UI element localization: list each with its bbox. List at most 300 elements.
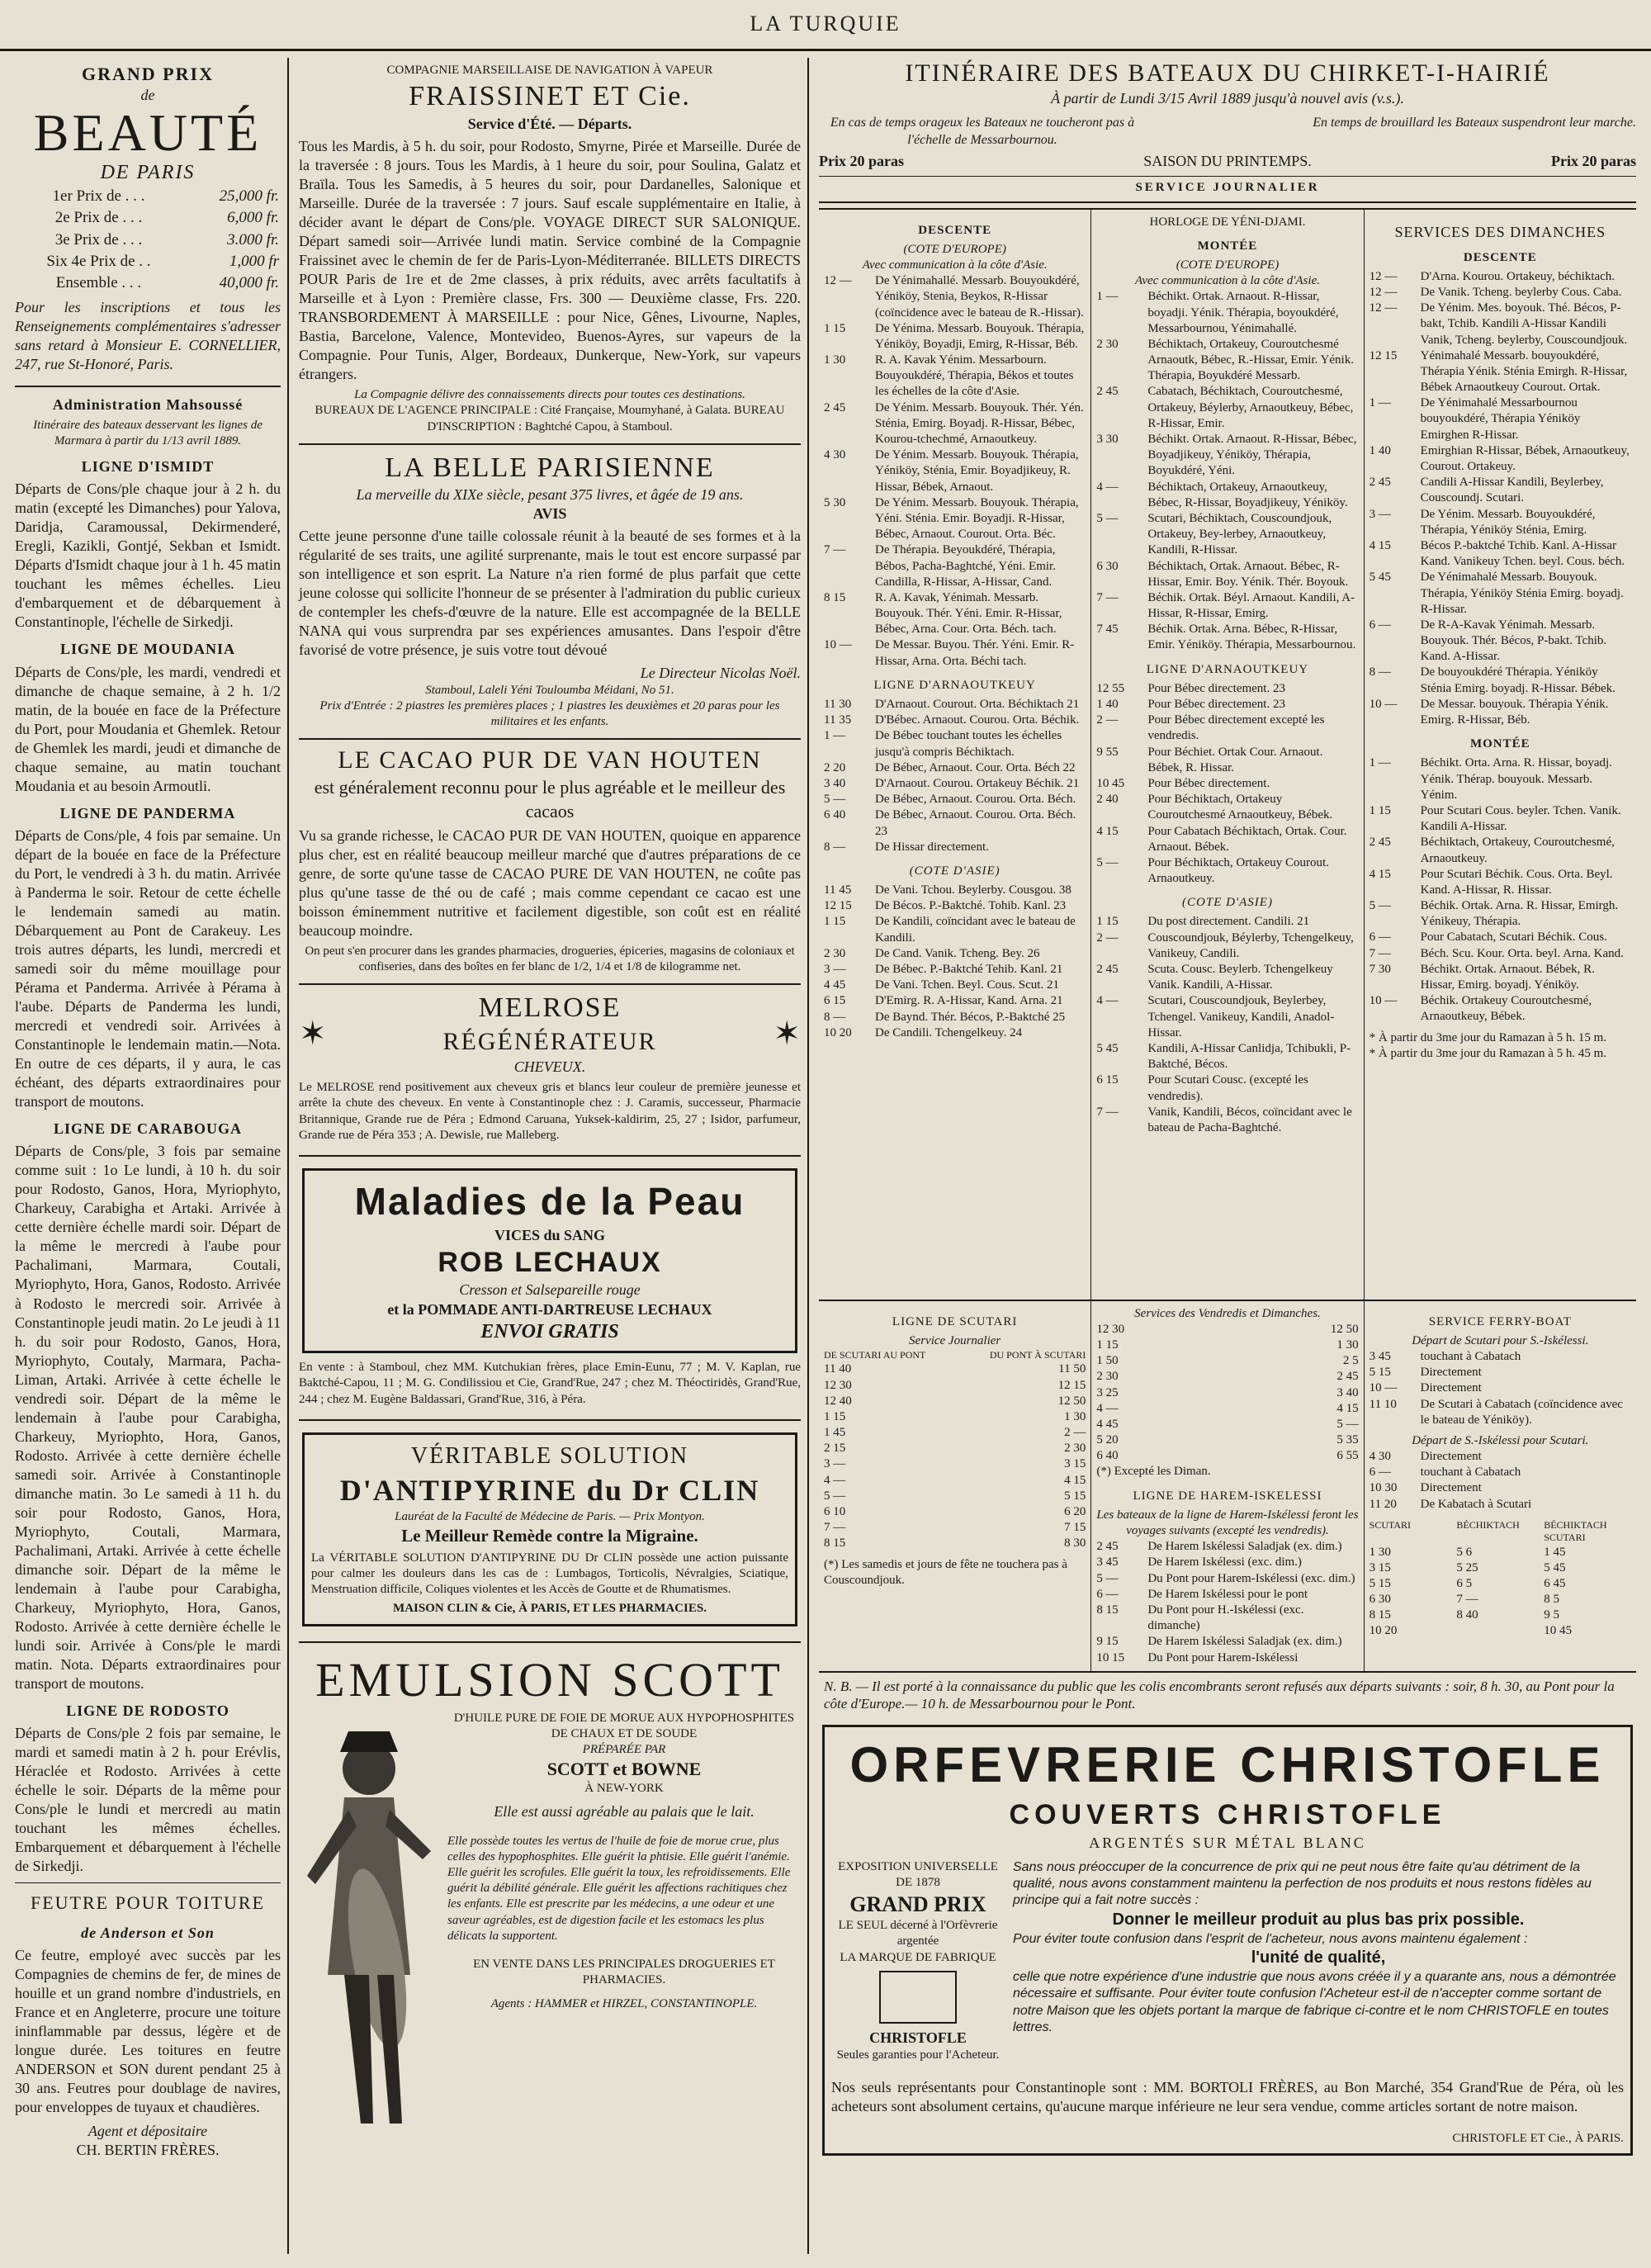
melrose-sub2: CHEVEUX.	[513, 1058, 586, 1076]
itinerary-note-right: En temps de brouillard les Bateaux suspendront leur marche.	[1313, 116, 1636, 130]
time-pair-row	[824, 1489, 1086, 1504]
fraissinet-text: Tous les Mardis, à 5 h. du soir, pour Rodosto, Smyrne, Pirée et Marseille. Durée de la traversée : 8 jours. Tous les Mardis, à 1 heure du soir, pour Soulina, Galatz et Braïla. Tous les Samedis, à 5 heures du soir, pour Dardanelles, Salonique et Marseille. Durée de la traversée : 7 jours. Sauf escale supplémentaire en Italie, à décider avant le départ de Cons/ple. VOYAGE DIRECT SUR SALONIQUE. Départ samedi soir—Arrivée lundi matin. Service combiné de la Compagnie Fraissinet avec le chemin de fer de Paris-Lyon-Méditerranée. BILLETS DIRECTS POUR Paris de 1re et de 2me classes, à prix réduits, avec arrêts facultatifs à Marseille et à Lyon : Première classe, Frs. 300 — Deuxième classe, Frs. 220. TRANSBORDEMENT À MARSEILLE : pour Nice, Gênes, Livourne, Naples, Bastia, Barcelone, Valence, Montevideo, Buenos-Ayres, sur vapeurs de la Compagnie. Pour Tunis, Alger, Bordeaux, Dunkerque, New-York, sur vapeurs étrangers.	[299, 137, 801, 383]
timetable-row	[1370, 946, 1631, 962]
timetable-time: 8 15	[824, 590, 846, 604]
timetable-row	[1370, 570, 1631, 618]
timetable-route: Béchikt. Ortak. Arnaout. R-Hissar, Bébec, Boyadjikeuy, Yéniköy, Thérapia, Boyukdéré, Yéni.	[1147, 433, 1357, 478]
secondary-timetables	[819, 1300, 1636, 1671]
timetable-row	[824, 993, 1086, 1009]
maladies-pommade: et la POMMADE ANTI-DARTREUSE LECHAUX	[387, 1300, 712, 1318]
timetable-row	[1096, 384, 1358, 432]
timetable-route: Pour Scutari Cousc. (excepté les vendredis).	[1147, 1073, 1308, 1103]
timetable-route: Couscoundjouk, Béylerby, Tchengelkeuy, Vanikeuy, Candili.	[1147, 930, 1354, 960]
timetable-row	[1096, 511, 1358, 559]
timetable-row	[1096, 962, 1358, 993]
timetable-route: Directement	[1420, 1481, 1482, 1495]
timetable-route: Pour Béchiktach, Ortakeuy Couroutchesmé Arnaoutkeuy, Bébek.	[1147, 793, 1333, 822]
parisienne-ad	[299, 445, 801, 740]
ferry-dep2: Départ de S.-Iskélessi pour Scutari.	[1412, 1433, 1589, 1447]
timetable-row	[824, 1010, 1086, 1025]
timetable-row	[1370, 835, 1631, 866]
timetable-time: 5 45	[1369, 571, 1391, 585]
timetable-time: 8 —	[824, 840, 846, 854]
christofle-unite: l'unité de qualité,	[1251, 1948, 1386, 1967]
cacao-text: Vu sa grande richesse, le CACAO PUR DE VAN HOUTEN, quoique en apparence plus cher, est en réalité beaucoup meilleur marché que d'autres préparations de ce genre, de sorte qu'une tasse de CACAO PURE DE VAN HOUTEN, ne coûte pas plus qu'une tasse de thé ou de café ; mais comme cependant ce cacao est une boisson éminemment nutritive et facilement digestible, son coût est en réalité beaucoup moindre.	[299, 826, 801, 939]
vendredis-title: Services des Vendredis et Dimanches.	[1134, 1306, 1321, 1320]
descente-note: Avec communication à la côte d'Asie.	[862, 258, 1048, 272]
timetable-route: Béchiktach, Ortakeuy, Arnaoutkeuy, Bébec, R-Hissar, Boyadjikeuy, Yéniköy.	[1147, 480, 1348, 509]
cacao-sub: est généralement reconnu pour le plus agréable et le meilleur des cacaos	[314, 777, 786, 821]
avis-heading: AVIS	[532, 505, 567, 523]
timetable-route: De Bébec, Arnaout. Courou. Orta. Béch. 23	[875, 808, 1076, 838]
timetable-time: 3 —	[1369, 507, 1391, 521]
timetable-route: De Yénim. Messarb. Bouyouk. Thérapia, Yéniköy, Sténia, Emir. Boyadjikeuy, R. Hissar, Bébek, Arnaout.	[875, 448, 1079, 494]
timetable-route: Pour Bébec directement. 23	[1147, 698, 1285, 712]
timetable-row	[1096, 713, 1358, 744]
timetable-time: 2 30	[1096, 337, 1119, 351]
timetable-row	[824, 447, 1086, 495]
fraissinet-service: Service d'Été. — Départs.	[467, 115, 632, 132]
time-departure: 6 40	[1096, 1449, 1119, 1463]
time-departure: 4 45	[1096, 1417, 1119, 1431]
ismidt-title: LIGNE D'ISMIDT	[81, 458, 215, 476]
timetable-route: Béchik. Ortak. Béyl. Arnaout. Kandili, A-Hissar, R-Hissar, Emirg.	[1147, 590, 1355, 621]
timetable-time: 9 55	[1096, 745, 1119, 759]
timetable-row	[1096, 1555, 1358, 1570]
timetable-row	[1370, 1449, 1631, 1465]
timetable-row	[824, 273, 1086, 321]
timetable-time: 10 30	[1369, 1481, 1398, 1495]
timetable-route: De Bébec, Arnaout. Cour. Orta. Béch 22	[875, 760, 1076, 774]
ferry-title: SERVICE FERRY-BOAT	[1428, 1314, 1572, 1328]
beaute-title: BEAUTÉ	[33, 103, 263, 163]
timetable-route: De Bébec. P.-Baktché Tehib. Kanl. 21	[875, 963, 1063, 977]
christofle-reps: Nos seuls représentants pour Constantinople sont : MM. BORTOLI FRÈRES, au Bon Marché, 354 Grand'Rue de Péra, où les acheteurs sont absolument certains, qu'aucune marque inférieure ne leur sera vendue, comme articles sortant de notre maison.	[831, 2078, 1624, 2114]
timetable-row	[824, 807, 1086, 839]
fraissinet-foot1: La Compagnie délivre des connaissements directs pour toutes ces destinations.	[354, 388, 745, 402]
timetable-row	[824, 400, 1086, 448]
timetable-route: Pour Cabatach Béchiktach, Ortak. Cour. Arnaout. Bébek.	[1147, 824, 1347, 854]
timetable-route: De Yénim. Messarb. Bouyouk. Thér. Yén. Sténia, Emirg. Boyadj. R-Hissar, Bébec, Kourou-tchechmé, Arnaoutkeuy.	[875, 400, 1084, 447]
asie2-title: (COTE D'ASIE)	[1182, 896, 1273, 910]
timetable-time: 10 —	[1369, 994, 1398, 1008]
prize-label: Six 4e Prix de . .	[46, 253, 151, 271]
feutre-sub: de Anderson et Son	[81, 1924, 215, 1941]
time-pair-row	[824, 1409, 1086, 1425]
ferry-dep1: Départ de Scutari pour S.-Iskélessi.	[1412, 1333, 1589, 1347]
timetable-time: 4 —	[1096, 480, 1119, 494]
antipyrine-name: D'ANTIPYRINE du Dr CLIN	[339, 1473, 760, 1507]
timetable-row	[824, 978, 1086, 993]
parisienne-sign: Le Directeur Nicolas Noël.	[640, 664, 801, 681]
timetable-time: 2 30	[824, 946, 846, 960]
montee-sub: (COTE D'EUROPE)	[1176, 258, 1280, 272]
timetable-time: 5 15	[1369, 1366, 1391, 1380]
timetable-row	[1096, 914, 1358, 930]
timetable-row	[1096, 590, 1358, 622]
prix-left: Prix 20 paras	[819, 153, 904, 170]
antipyrine-remedy: Le Meilleur Remède contre la Migraine.	[401, 1525, 698, 1546]
time-return: 6 20	[1064, 1505, 1086, 1518]
star-icon-right: ✶	[773, 1015, 801, 1053]
timetable-time: 4 45	[824, 978, 846, 992]
timetable-route: De Yénim. Messarb. Bouyoukdéré, Thérapia, Yéniköy Sténia, Emirg.	[1420, 507, 1596, 537]
christofle-sub2: ARGENTÉS SUR MÉTAL BLANC	[1089, 1834, 1366, 1851]
prize-label: 3e Prix de . . .	[54, 230, 143, 249]
timetable-row	[824, 590, 1086, 638]
timetable-time: 1 15	[824, 915, 846, 929]
christofle-prix: GRAND PRIX	[849, 1892, 986, 1916]
timetable-row	[1370, 269, 1631, 285]
timetable-time: 1 —	[824, 729, 846, 743]
timetable-time: 2 —	[1096, 713, 1119, 727]
timetable-time: 7 —	[1369, 946, 1391, 960]
scutari-title: LIGNE DE SCUTARI	[892, 1314, 1018, 1328]
timetable-route: Du post directement. Candili. 21	[1147, 915, 1310, 929]
panderma-title: LIGNE DE PANDERMA	[59, 804, 236, 821]
time-pair-row	[824, 1504, 1086, 1520]
timetable-route: D'Bébec. Arnaout. Courou. Orta. Béchik.	[875, 713, 1080, 727]
timetable-row	[1096, 824, 1358, 855]
timetable-route: De Yénimahallé. Messarb. Bouyoukdéré, Yéniköy, Stenia, Beykos, R-Hissar (coïncidence avec le bateau de R.-Hissar).	[875, 274, 1084, 320]
timetable-row	[824, 697, 1086, 713]
timetable-time: 10 45	[1096, 776, 1125, 790]
timetable-row	[1370, 395, 1631, 443]
timetable-time: 4 30	[824, 448, 846, 462]
ferry-grid-cell: 6 30	[1369, 1593, 1391, 1607]
time-return: 2 —	[1064, 1426, 1086, 1440]
timetable-row	[1096, 1587, 1358, 1603]
vendredis-note: (*) Excepté les Diman.	[1096, 1465, 1211, 1479]
ferry-grid-header: BÉCHIKTACH SCUTARI	[1544, 1518, 1607, 1544]
timetable-time: 1 15	[1096, 915, 1119, 929]
timetable-row	[824, 962, 1086, 978]
timetable-route: Béchiktach, Ortakeuy, Couroutchesmé Arnaoutk, Bébec, R.-Hissar, Emir. Yénik. Thérapia, Boyukdéré Messarb.	[1147, 337, 1354, 383]
timetable-time: 6 15	[824, 994, 846, 1008]
admin-intro: Itinéraire des bateaux desservant les lignes de Marmara à partir du 1/13 avril 1889.	[33, 418, 263, 447]
timetable-row	[1096, 776, 1358, 792]
timetable-row	[1370, 755, 1631, 803]
ferry-grid-cell: 1 45	[1544, 1545, 1566, 1559]
timetable-time: 6 —	[1369, 930, 1391, 945]
timetable-route: Scuta. Cousc. Beylerb. Tchengelkeuy Vanik. Kandili, A-Hissar.	[1147, 963, 1333, 992]
timetable-route: Kandili, A-Hissar Canlidja, Tchibukli, P-Baktché, Bécos.	[1147, 1041, 1351, 1072]
time-departure: 12 30	[824, 1378, 852, 1392]
column-right	[812, 58, 1643, 2254]
ferry-grid-cell: 6 5	[1456, 1576, 1473, 1590]
timetable-row	[1370, 930, 1631, 945]
dimanches-column	[1365, 210, 1636, 1300]
timetable-row	[1096, 1571, 1358, 1587]
timetable-row	[1370, 697, 1631, 728]
timetable-time: 2 40	[1096, 793, 1119, 807]
prize-text: Pour les inscriptions et tous les Renseignements complémentaires s'adresser sans retard à Monsieur E. CORNELLIER, 247, rue St-Honoré, Paris.	[15, 298, 281, 372]
prize-row	[15, 230, 281, 251]
timetable-time: 2 45	[1096, 1540, 1119, 1554]
timetable-row	[1370, 475, 1631, 506]
timetable-route: R. A. Kavak Yénim. Messarbourn. Bouyoukdéré, Thérapia, Békos et toutes les échelles de la côte d'Asie.	[875, 353, 1074, 399]
timetable-route: De R-A-Kavak Yénimah. Messarb. Bouyouk. Thér. Bécos, P-bakt. Tchib. Kand. A-Hissar.	[1420, 618, 1607, 664]
timetable-row	[1096, 1634, 1358, 1650]
timetable-route: Cabatach, Béchiktach, Couroutchesmé, Ortakeuy, Béylerby, Arnaoutkeuy, Bébec, R-Hissar, Emir.	[1147, 385, 1354, 430]
time-pair-row	[824, 1473, 1086, 1489]
column-left	[8, 58, 289, 2254]
timetable-time: 10 20	[824, 1025, 852, 1039]
fraissinet-title: FRAISSINET ET Cie.	[409, 81, 691, 112]
antipyrine-text: La VÉRITABLE SOLUTION D'ANTIPYRINE DU Dr CLIN possède une action puissante pour calmer les douleurs dans les cas de : Lumbagos, Torticolis, Névralgies, Sciatique, Menstruation difficile, Coliques violentes et les Accès de Goutte et de Rhumatismes.	[311, 1551, 788, 1597]
rodosto-title: LIGNE DE RODOSTO	[66, 1702, 229, 1720]
emulsion-maker: SCOTT et BOWNE	[546, 1759, 702, 1780]
prize-amount: 40,000 fr.	[219, 274, 279, 292]
emulsion-text: Elle possède toutes les vertus de l'huile de foie de morue crue, plus celles des hypophosphites. Elle guérit la phtisie. Elle guérit l'anémie. Elle guérit les scrofules. Elle guérit la toux, les refroidissements. Elle guérit la débilité générale. Elle guérit les affections rachitiques chez les enfants. Elle est prescrite par les médecins, a une odeur et une saveur agréables, est de digestion facile et les estomacs les plus délicats la supportent.	[447, 1834, 791, 1943]
ferry-grid-cell: 6 45	[1544, 1576, 1566, 1590]
time-pair-row	[1096, 1385, 1358, 1401]
timetable-route: De bouyoukdéré Thérapia. Yéniköy Sténia Emirg. boyadj. R-Hissar. Bébek.	[1420, 665, 1616, 695]
time-departure: 12 30	[1096, 1322, 1125, 1336]
timetable-row	[1370, 867, 1631, 898]
timetable-route: R. A. Kavak, Yénimah. Messarb. Bouyouk. Thér. Yéni. Emir. R-Hissar, Bébec, Arna. Cour. Orta. Béch. tach.	[875, 590, 1062, 637]
feutre-title: FEUTRE POUR TOITURE	[30, 1892, 266, 1914]
timetable-time: 1 —	[1096, 290, 1119, 304]
timetable-row	[824, 637, 1086, 669]
prix-right: Prix 20 paras	[1550, 153, 1636, 170]
time-pair-row	[824, 1520, 1086, 1536]
christofle-garantie: Seules garanties pour l'Acheteur.	[836, 2048, 1000, 2062]
time-departure: 1 15	[824, 1409, 846, 1423]
christofle-text2: Pour éviter toute confusion dans l'esprit de l'acheteur, nous avons maintenu également :	[1013, 1931, 1528, 1946]
christofle-title: ORFEVRERIE CHRISTOFLE	[849, 1737, 1606, 1793]
time-departure: 3 25	[1096, 1385, 1119, 1399]
timetable-route: Béchiktach, Ortakeuy, Couroutchesmé, Arnaoutkeuy.	[1420, 836, 1615, 865]
prize-row	[15, 207, 281, 229]
ferry-grid-cell: 10 45	[1544, 1624, 1572, 1638]
timetable-time: 4 15	[1369, 867, 1391, 881]
timetable-route: De Scutari à Cabatach (coïncidence avec le bateau de Yéniköy).	[1420, 1397, 1623, 1427]
time-return: 2 5	[1342, 1354, 1359, 1368]
timetable-time: 8 15	[1096, 1603, 1119, 1617]
timetable-route: Bécos P.-baktché Tchib. Kanl. A-Hissar Kand. Vanikeuy Tchen. beyl. Cous. béch.	[1420, 538, 1625, 569]
timetable-route: De Yénim. Messarb. Bouyouk. Thérapia, Yéni. Sténia. Emir. Boyadji. R-Hissar, Bébec, Arnaout. Courout. Orta. Béc.	[875, 495, 1079, 542]
timetable-route: De Kandili, coïncidant avec le bateau de Kandili.	[875, 915, 1076, 945]
timetable-time: 5 —	[1369, 899, 1391, 913]
time-departure: 4 —	[1096, 1401, 1119, 1415]
time-departure: 8 15	[824, 1536, 846, 1551]
descente-column	[819, 210, 1091, 1300]
fraissinet-ad	[299, 58, 801, 445]
fisherman-icon	[299, 1711, 439, 2140]
timetable-route: De Messar. Buyou. Thér. Yéni. Emir. R-Hissar, Arna. Orta. Béchi tach.	[875, 638, 1075, 668]
scutari-head-left: DE SCUTARI AU PONT	[824, 1348, 926, 1361]
time-departure: 5 20	[1096, 1433, 1119, 1447]
timetable-row	[1096, 337, 1358, 385]
timetable-route: Directement	[1420, 1381, 1482, 1395]
time-departure: 4 —	[824, 1473, 846, 1487]
timetable-route: Béchiktach, Ortak. Arnaout. Bébec, R-Hissar, Emir. Boy. Yénik. Thér. Boyouk.	[1147, 559, 1349, 589]
timetable-row	[1370, 301, 1631, 348]
timetable-time: 7 —	[1096, 1105, 1119, 1119]
timetable-route: Pour Béchiet. Ortak Cour. Arnaout. Bébek, R. Hissar.	[1147, 745, 1323, 774]
time-pair-row	[824, 1536, 1086, 1551]
timetable-row	[1096, 1650, 1358, 1666]
melrose-title: MELROSE	[478, 992, 622, 1024]
timetable-time: 11 35	[824, 713, 852, 727]
time-return: 2 30	[1064, 1442, 1086, 1456]
grand-prix-ad	[15, 58, 281, 387]
timetable-route: De Yénimahalé Messarbournou bouyoukdéré, Thérapia Yéniköy Emirghen R-Hissar.	[1420, 396, 1581, 442]
time-departure: 5 —	[824, 1489, 846, 1503]
timetable-time: 4 15	[1096, 824, 1119, 838]
timetable-row	[824, 495, 1086, 543]
timetable-row	[1370, 1465, 1631, 1480]
prize-label: 2e Prix de . . .	[54, 209, 143, 227]
timetable-route: touchant à Cabatach	[1420, 1349, 1521, 1363]
maladies-foot: En vente : à Stamboul, chez MM. Kutchukian frères, place Emin-Eunu, 77 ; M. V. Kaplan, rue Baktché-Capou, 11 ; M. G. Condilissiou et Cie, Grand'Rue, 247 ; chez M. Théoctiridès, Grand'Rue, 244 ; chez M. Eugène Baldassari, Grand'Rue, 316, à Péra.	[299, 1361, 801, 1406]
dim-desc: DESCENTE	[1463, 250, 1537, 264]
timetable-row	[824, 321, 1086, 353]
antipyrine-maison: MAISON CLIN & Cie, À PARIS, ET LES PHARMACIES.	[393, 1602, 707, 1616]
timetable-time: 2 45	[1096, 963, 1119, 977]
timetable-route: Pour Bébec directement excepté les vendredis.	[1147, 713, 1325, 743]
timetable-time: 9 15	[1096, 1635, 1119, 1649]
timetable-time: 1 —	[1369, 756, 1391, 770]
timetable-row	[1370, 1365, 1631, 1380]
timetable-route: Du Pont pour Harem-Iskélessi	[1147, 1650, 1299, 1664]
timetable-time: 6 15	[1096, 1073, 1119, 1087]
time-pair-row	[1096, 1448, 1358, 1464]
descente-sub: (COTE D'EUROPE)	[903, 242, 1006, 256]
prize-row	[15, 251, 281, 272]
timetable-time: 12 —	[824, 274, 852, 288]
timetable-row	[1096, 792, 1358, 823]
timetable-route: Vanik, Kandili, Bécos, coïncidant avec le bateau de Pacha-Baghtché.	[1147, 1105, 1352, 1134]
timetable-row	[1096, 1539, 1358, 1555]
timetable-route: Béchikt. Ortak. Arnaout. R-Hissar, boyadji. Yénik. Thérapia, boyoukdéré, Messarbournou, Yénimahallé.	[1147, 290, 1339, 335]
time-return: 4 15	[1336, 1401, 1359, 1415]
dim-mont: MONTÉE	[1469, 737, 1530, 751]
christofle-ad	[822, 1725, 1633, 2156]
emulsion-vente: EN VENTE DANS LES PRINCIPALES DROGUERIES ET PHARMACIES.	[473, 1958, 775, 1987]
timetable-time: 5 —	[1096, 855, 1119, 869]
cacao-foot: On peut s'en procurer dans les grandes pharmacies, drogueries, épiceries, magasins de coloniaux et confiseries, dans des boîtes en fer blanc de 1/2, 1/4 et 1/8 de kilogramme net.	[305, 944, 795, 974]
fisherman-illustration	[299, 1711, 439, 2140]
timetable-row	[1370, 1397, 1631, 1428]
timetable-row	[1096, 993, 1358, 1041]
time-return: 6 55	[1336, 1449, 1359, 1463]
agent-name: CH. BERTIN FRÈRES.	[76, 2141, 220, 2158]
ferry-grid-cell: 1 30	[1369, 1545, 1391, 1559]
time-departure: 2 30	[1096, 1370, 1119, 1384]
timetable-time: 12 15	[824, 899, 852, 913]
ferry-grid-cell: 5 25	[1456, 1560, 1478, 1574]
timetable-time: 11 20	[1369, 1497, 1397, 1511]
timetable-row	[824, 776, 1086, 792]
ismidt-text: Départs de Cons/ple chaque jour à 2 h. du matin (excepté les Dimanches) pour Yalova, Daridja, Caramoussal, Dekirmenderé, Eregli, Kazikli, Gontjé, Sekban et Ismidt. Départs d'Ismidt chaque jour à 1 h. 45 matin touchant les mêmes échelles. Lieu d'embarquement et de débarquement à Constantinople, l'échelle de Sirkedji.	[15, 481, 281, 631]
harem-text: Les bateaux de la ligne de Harem-Iskélessi feront les voyages suivants (excepté les vendredis).	[1096, 1508, 1359, 1538]
timetable-route: D'Arna. Kourou. Ortakeuy, béchiktach.	[1420, 269, 1616, 283]
parisienne-price: Prix d'Entrée : 2 piastres les premières places ; 1 piastres les deuxièmes et 20 paras pour les militaires et les enfants.	[319, 698, 780, 728]
timetable-route: D'Arnaout. Courou. Ortakeuy Béchik. 21	[875, 776, 1080, 790]
de-paris: DE PARIS	[100, 162, 196, 184]
prize-label: 1er Prix de . . .	[52, 187, 145, 206]
timetable-row	[1370, 1349, 1631, 1365]
timetable-row	[1096, 432, 1358, 480]
timetable-row	[1096, 855, 1358, 887]
timetable-row	[1370, 898, 1631, 930]
timetable-time: 4 15	[1369, 538, 1391, 552]
timetable-route: De Bébec touchant toutes les échelles jusqu'à compris Béchiktach.	[875, 729, 1062, 759]
timetable-route: De Candili. Tchengelkeuy. 24	[875, 1025, 1023, 1039]
timetable-route: De Yénim. Mes. boyouk. Thé. Bécos, P-bakt, Tchib. Kandili A-Hissar Kandili Vanik, Tcheng. beylerby, Couscoundjouk.	[1420, 301, 1628, 347]
scutari-sub: Service Journalier	[909, 1333, 1001, 1347]
timetable-row	[1096, 559, 1358, 590]
timetable-route: De Vanik. Tcheng. beylerby Cous. Caba.	[1420, 285, 1622, 299]
timetable-route: Scutari, Béchiktach, Couscoundjouk, Ortakeuy, Bey-lerbey, Arnaoutkeuy, Kandili, R-Hissar.	[1147, 511, 1332, 557]
timetable-time: 1 15	[1369, 803, 1391, 817]
ferry-grid-cell: 3 15	[1369, 1560, 1391, 1574]
timetable-row	[1370, 1480, 1631, 1496]
timetable-route: Pour Scutari Cous. beyler. Tchen. Vanik. Kandili A-Hissar.	[1420, 803, 1621, 834]
ferry-grid-header: SCUTARI	[1369, 1518, 1412, 1531]
time-departure: 6 10	[824, 1505, 846, 1518]
time-pair-row	[1096, 1338, 1358, 1353]
timetable-time: 3 45	[1369, 1349, 1391, 1363]
timetable-route: Béchikt. Ortak. Arnaout. Bébek, R. Hissar, Emirg. boyadj. Yéniköy.	[1420, 962, 1595, 992]
timetable-row	[1096, 1603, 1358, 1634]
time-departure: 1 15	[1096, 1338, 1119, 1352]
time-pair-row	[824, 1394, 1086, 1409]
timetable-time: 11 45	[824, 883, 852, 897]
timetable-route: Béchikt. Orta. Arna. R. Hissar, boyadj. Yénik. Thérap. bouyouk. Messarb. Yénim.	[1420, 756, 1612, 802]
grand-prix-heading: GRAND PRIX	[82, 64, 214, 84]
timetable-route: De Yénimahalé Messarb. Bouyouk. Thérapia, Yéniköy Sténia Emirg. boyadj. R-Hissar.	[1420, 571, 1624, 616]
emulsion-city: À NEW-YORK	[584, 1782, 664, 1796]
timetable-row	[824, 883, 1086, 898]
arnaout-title: LIGNE D'ARNAOUTKEUY	[873, 678, 1036, 692]
time-return: 3 15	[1064, 1457, 1086, 1471]
timetable-time: 12 —	[1369, 285, 1398, 299]
christofle-seal	[831, 1859, 1005, 2063]
timetable-time: 1 40	[1096, 698, 1119, 712]
prize-label: Ensemble . . .	[55, 274, 142, 292]
itinerary-columns	[819, 208, 1636, 1300]
montee-column	[1091, 210, 1364, 1300]
time-return: 11 50	[1058, 1362, 1086, 1376]
timetable-row	[1096, 930, 1358, 962]
timetable-row	[1096, 745, 1358, 776]
timetable-time: 10 —	[1369, 1381, 1398, 1395]
timetable-time: 4 30	[1369, 1450, 1391, 1464]
scutari-note: (*) Les samedis et jours de fête ne touchera pas à Couscoundjouk.	[824, 1557, 1067, 1587]
christofle-expo: EXPOSITION UNIVERSELLE DE 1878	[838, 1859, 998, 1889]
timetable-route: Directement	[1420, 1450, 1482, 1464]
time-pair-row	[1096, 1369, 1358, 1385]
time-pair-row	[1096, 1353, 1358, 1369]
timetable-row	[1096, 1105, 1358, 1136]
time-return: 5 15	[1064, 1489, 1086, 1503]
timetable-row	[824, 353, 1086, 400]
melrose-sub: RÉGÉNÉRATEUR	[442, 1027, 657, 1055]
masthead: LA TURQUIE	[0, 0, 1651, 51]
time-pair-row	[1096, 1401, 1358, 1417]
timetable-route: De Harem Iskélessi Saladjak (ex. dim.)	[1147, 1540, 1342, 1554]
timetable-route: Du Pont pour Harem-Iskélessi (exc. dim.)	[1147, 1571, 1355, 1585]
time-pair-row	[824, 1456, 1086, 1472]
christofle-motto: Donner le meilleur produit au plus bas prix possible.	[1112, 1910, 1525, 1929]
timetable-route: Béchik. Ortak. Arna. R. Hissar, Emirgh. Yénikeuy, Thérapia.	[1420, 899, 1619, 929]
timetable-route: Emirghian R-Hissar, Bébek, Arnaoutkeuy, Courout. Ortakeuy.	[1420, 443, 1630, 474]
timetable-time: 8 —	[1369, 665, 1391, 679]
timetable-route: Béchik. Ortakeuy Couroutchesmé, Arnaoutkeuy, Bébek.	[1420, 994, 1592, 1024]
